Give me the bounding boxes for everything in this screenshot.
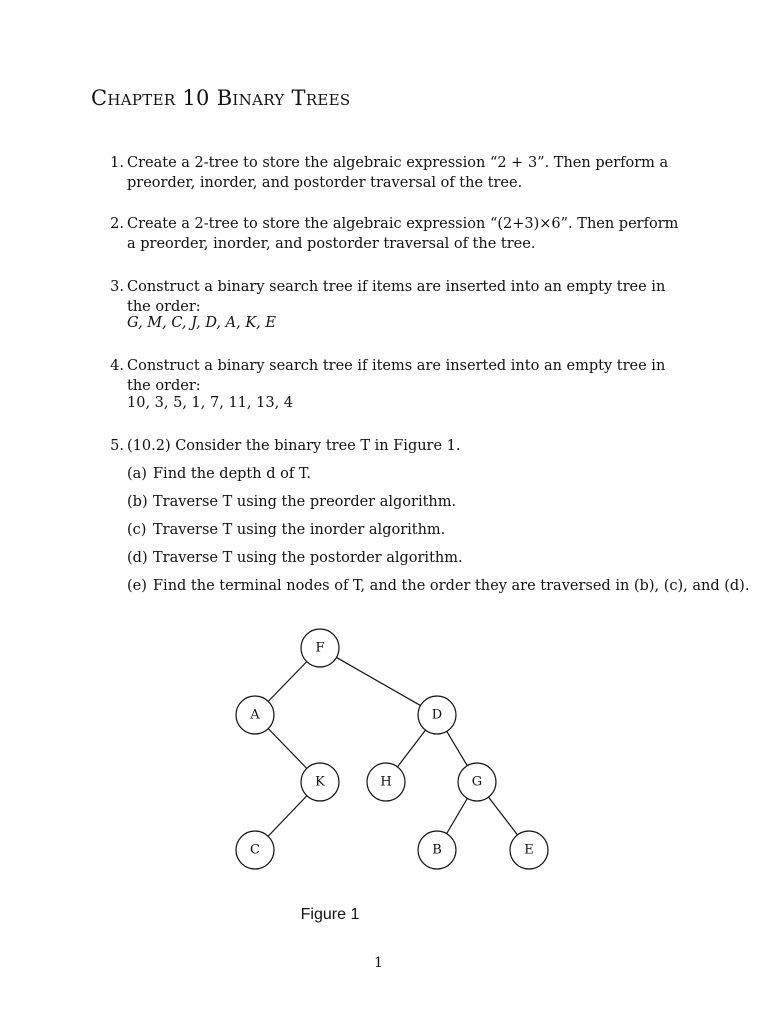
tree-node-k — [301, 763, 339, 801]
node-label: K — [315, 774, 325, 790]
subpart-d — [127, 548, 463, 568]
subpart-b — [127, 492, 456, 512]
tree-edge-d-g — [447, 731, 468, 765]
subpart-c — [127, 520, 445, 540]
problem-text: Construct a binary search tree if items are inserted into an empty tree in the order: — [127, 358, 666, 394]
node-label: C — [250, 842, 260, 858]
tree-node-a — [236, 696, 274, 734]
problem-3 — [104, 277, 684, 317]
tree-edge-g-b — [447, 798, 468, 833]
subpart-e — [127, 576, 749, 596]
tree-node-e — [510, 831, 548, 869]
subpart-label: (c) — [127, 522, 147, 538]
problem-text: Create a 2-tree to store the algebraic expression “2 + 3”. Then perform a preorder, inorder, and postorder traversal of the tree. — [127, 155, 669, 191]
node-label: A — [250, 707, 260, 723]
problem-2 — [104, 214, 684, 254]
subpart-text: Traverse T using the inorder algorithm. — [153, 522, 446, 538]
tree-edge-d-h — [398, 730, 426, 767]
problem-4 — [104, 356, 684, 396]
insertion-sequence: 10, 3, 5, 1, 7, 11, 13, 4 — [127, 395, 294, 411]
problem-5 — [104, 436, 684, 456]
problem-number: 1. — [110, 155, 124, 171]
binary-tree-figure — [200, 620, 560, 880]
node-label: H — [380, 774, 392, 790]
node-label: F — [315, 640, 325, 656]
node-label: G — [471, 774, 483, 790]
tree-edge-f-a — [268, 662, 307, 702]
tree-edge-k-c — [268, 796, 307, 837]
node-label: D — [431, 707, 443, 723]
subpart-a — [127, 464, 311, 484]
page-number: 1 — [374, 955, 383, 971]
tree-node-d — [418, 696, 456, 734]
subpart-label: (b) — [127, 494, 148, 510]
chapter-title: Chapter 10 Binary Trees — [91, 86, 351, 110]
tree-node-g — [458, 763, 496, 801]
tree-edge-g-e — [489, 797, 518, 835]
insertion-sequence: G, M, C, J, D, A, K, E — [127, 315, 276, 331]
problem-number: 5. — [110, 438, 124, 454]
problem-text: Create a 2-tree to store the algebraic expression “(2+3)×6”. Then perform a preorder, inorder, and postorder traversal of the tree. — [127, 216, 679, 252]
subpart-text: Find the depth d of T. — [153, 466, 311, 482]
node-label: E — [524, 842, 534, 858]
subpart-label: (e) — [127, 578, 147, 594]
tree-edges — [268, 657, 517, 836]
subpart-text: Find the terminal nodes of T, and the order they are traversed in (b), (c), and (d). — [153, 578, 750, 594]
problem-number: 4. — [110, 358, 124, 374]
problem-number: 2. — [110, 216, 124, 232]
tree-node-c — [236, 831, 274, 869]
tree-edge-a-k — [268, 729, 307, 769]
problem-number: 3. — [110, 279, 124, 295]
problem-1 — [104, 153, 684, 193]
tree-node-f — [301, 629, 339, 667]
node-label: B — [432, 842, 442, 858]
tree-node-b — [418, 831, 456, 869]
figure-caption: Figure 1 — [300, 906, 360, 923]
subpart-text: Traverse T using the postorder algorithm. — [153, 550, 463, 566]
problem-text: Construct a binary search tree if items are inserted into an empty tree in the order: — [127, 279, 666, 315]
problem-text: (10.2) Consider the binary tree T in Figure 1. — [127, 438, 461, 454]
tree-node-h — [367, 763, 405, 801]
tree-edge-f-d — [336, 657, 420, 705]
subpart-label: (a) — [127, 466, 147, 482]
subpart-label: (d) — [127, 550, 148, 566]
subpart-text: Traverse T using the preorder algorithm. — [153, 494, 457, 510]
tree-nodes — [236, 629, 548, 869]
